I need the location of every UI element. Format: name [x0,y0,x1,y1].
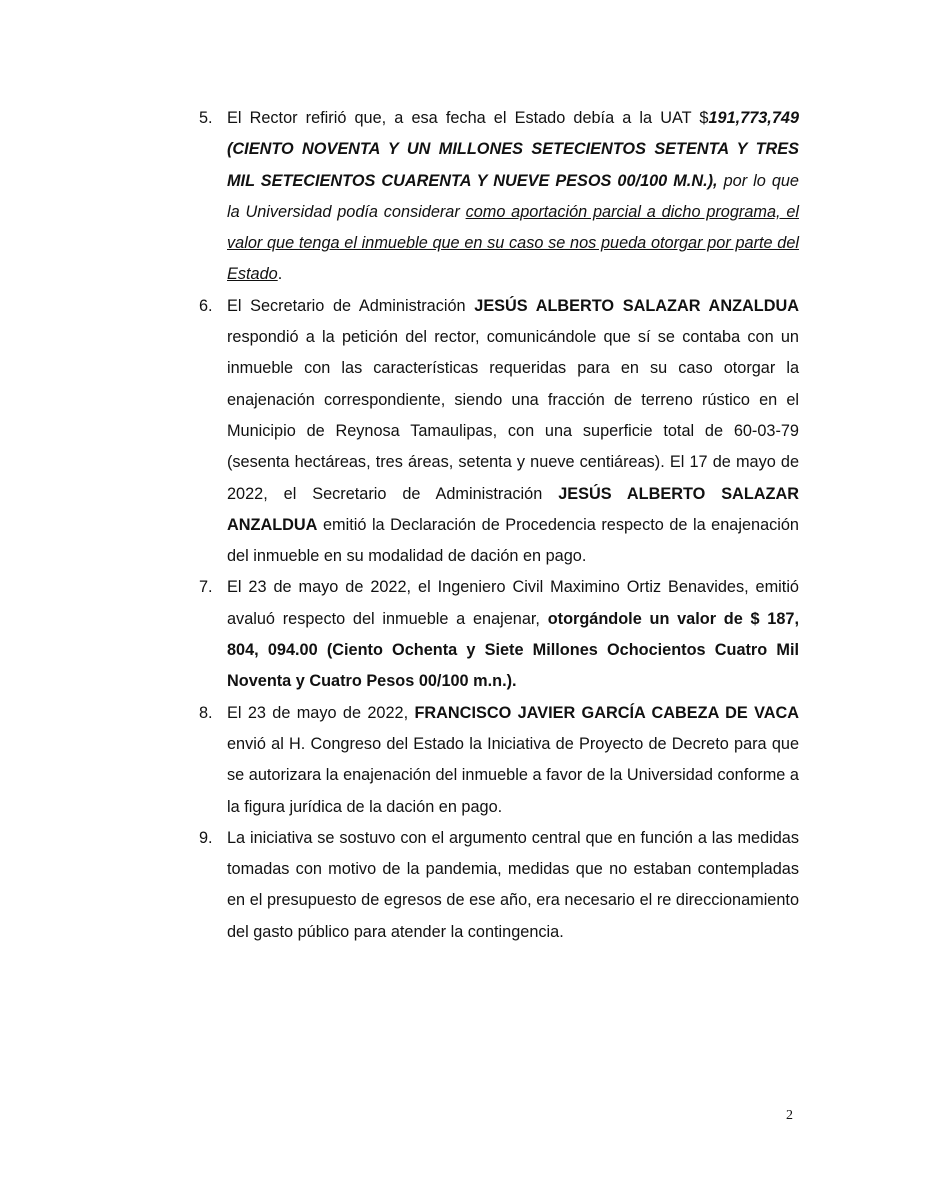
item-number: 9. [199,828,213,847]
list-item-7 [199,572,799,697]
governor-name: FRANCISCO JAVIER GARCÍA CABEZA DE VACA [414,703,799,722]
underlined-text: como aportación parcial a dicho programa, el valor que tenga el inmueble que en su caso se nos pueda otorgar por parte del Estado [227,202,799,284]
list-item-6 [199,291,799,573]
item-text: respondió a la petición del rector, comunicándole que sí se contaba con un inmueble con las características requeridas para en su caso otorgar la enajenación correspondiente, siendo una fracción de terreno rústico en el Municipio de Reynosa Tamaulipas, con una superficie total de 60-03-79 (sesenta hectáreas, tres áreas, setenta y nueve centiáreas). El 17 de mayo de 2022, el Secretario de Administración [227,328,799,503]
amount-owed-text: 191,773,749 (CIENTO NOVENTA Y UN MILLONES SETECIENTOS SETENTA Y TRES MIL SETECIENTOS CUARENTA Y NUEVE PESOS 00/100 M.N.), [227,109,799,190]
item-text: El 23 de mayo de 2022, el Ingeniero Civil Maximino Ortiz Benavides, emitió avaluó respecto del inmueble a enajenar, [227,578,799,628]
list-item-5 [199,103,799,291]
item-text: El Secretario de Administración [227,296,475,315]
numbered-list [199,103,799,948]
appraisal-value-text: otorgándole un valor de $ 187, 804, 094.00 (Ciento Ochenta y Siete Millones Ochocientos Cuatro Mil Noventa y Cuatro Pesos 00/100 m.n.). [227,609,799,691]
item-text: emitió la Declaración de Procedencia respecto de la enajenación del inmueble en su modalidad de dación en pago. [227,515,799,566]
item-text: El 23 de mayo de 2022, [227,703,415,722]
secretary-name: JESÚS ALBERTO SALAZAR ANZALDUA [227,484,799,534]
item-number: 7. [199,578,213,597]
item-number: 6. [199,296,213,315]
page-number: 2 [786,1108,793,1123]
item-number: 8. [199,703,213,722]
list-item-8 [199,698,799,823]
item-text: El Rector refirió que, a esa fecha el Estado debía a la UAT $ [227,109,709,127]
item-text: envió al H. Congreso del Estado la Iniciativa de Proyecto de Decreto para que se autorizara la enajenación del inmueble a favor de la Universidad conforme a la figura jurídica de la dación en pago. [227,734,799,816]
item-number: 5. [199,109,213,127]
item-text: . [277,265,283,284]
item-text: La iniciativa se sostuvo con el argumento central que en función a las medidas tomadas con motivo de la pandemia, medidas que no estaban contempladas en el presupuesto de egresos de ese año, era necesario el re direccionamiento del gasto público para atender la contingencia. [227,828,799,941]
item-text-italic: por lo que la Universidad podía considerar [227,171,799,221]
list-item-9 [199,823,799,948]
secretary-name: JESÚS ALBERTO SALAZAR ANZALDUA [474,296,799,315]
